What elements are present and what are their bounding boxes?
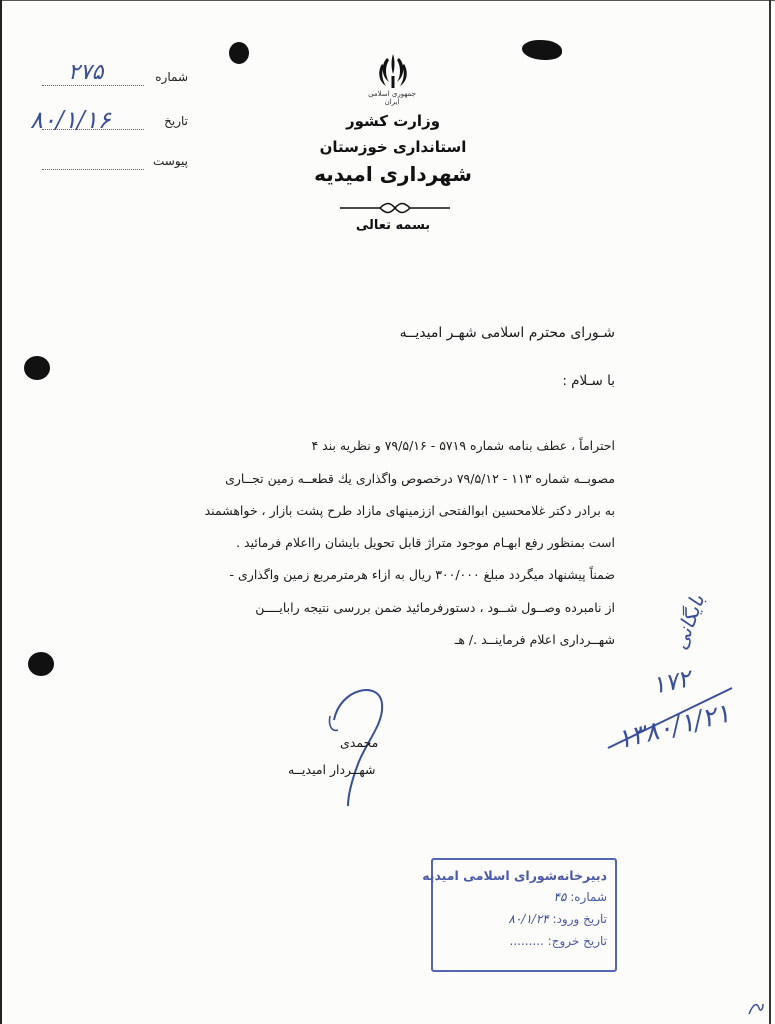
punch-hole: [229, 42, 249, 64]
signatory-name: محمدی: [340, 735, 379, 750]
scan-edge-top: [0, 0, 775, 1]
stamp-number-value: ۴۵: [553, 890, 567, 904]
letter-line: مصوبــه شماره ۱۱۳ - ۷۹/۵/۱۲ درخصوص واگذاری یك قطعــه زمین تجــاری: [225, 471, 615, 486]
scan-edge-right: [769, 0, 771, 1024]
governorate-name: استانداری خوزستان: [319, 138, 467, 156]
margin-note-archive: بایگانی: [667, 591, 710, 653]
punch-hole: [28, 652, 54, 676]
letter-line: است بمنظور رفع ابهـام موجود متراژ قابل تحویل بایشان رااعلام فرمائید .: [236, 535, 615, 550]
date-field: [28, 106, 188, 134]
scan-edge-left: [0, 0, 2, 1024]
letter-line: به برادر دکتر غلامحسین ابوالفتحی اززمینهای مازاد طرح پشت بازار ، خواهشمند: [204, 503, 615, 518]
ornament-divider-icon: [340, 202, 450, 214]
letter-line: از نامبرده وصــول شــود ، دستورفرمائید ضمن بررسی نتیجه رابایــــن: [255, 600, 615, 615]
addressee: شـورای محترم اسلامی شهـر امیدیــه: [399, 325, 615, 341]
letter-line: ضمناً پیشنهاد میگردد مبلغ ۳۰۰/۰۰۰ ریال به ازاء هرمترمربع زمین واگذاری -: [229, 567, 615, 582]
punch-hole: [522, 40, 562, 60]
number-value: ۲۷۵: [68, 60, 104, 85]
iran-emblem-icon: [376, 50, 410, 92]
municipality-name: شهرداری امیدیه: [314, 162, 472, 186]
stamp-number-label: شماره:: [570, 890, 607, 904]
stamp-number-row: [441, 890, 607, 912]
greeting: با سـلام :: [562, 373, 615, 389]
signatory-title: شهــردار امیدیــه: [288, 762, 376, 777]
stamp-entry-row: [441, 912, 607, 934]
letter-line: شهــرداری اعلام فرماینــد ./ هـ: [454, 632, 615, 647]
emblem-caption: جمهوری اسلامی ایران: [368, 90, 416, 106]
number-label: شماره: [155, 70, 188, 84]
attachment-label: پیوست: [153, 154, 188, 168]
invocation: بسمه تعالی: [355, 218, 431, 233]
stamp-entry-label: تاریخ ورود:: [552, 912, 607, 926]
margin-note-number: ۱۷۲: [649, 664, 694, 700]
date-label: تاریخ: [164, 114, 188, 128]
letter-line: احتراماً ، عطف بنامه شماره ۵۷۱۹ - ۷۹/۵/۱۶ و نظریه بند ۴: [311, 438, 615, 453]
stamp-entry-value: ۸۰/۱/۲۴: [508, 912, 549, 926]
secretariat-stamp: [422, 858, 617, 972]
margin-note-date: ۱۳۸۰/۱/۲۱: [614, 698, 734, 756]
number-field: [28, 60, 188, 90]
corner-initial-mark: [747, 1000, 765, 1016]
stamp-exit-dots: .........: [509, 934, 544, 948]
punch-hole: [24, 356, 50, 380]
attachment-field: [28, 152, 188, 174]
margin-note-underline: [606, 684, 736, 754]
stamp-title: دبیرخانه‌شورای اسلامی امیدیه: [422, 868, 607, 883]
stamp-exit-label: تاریخ خروج:: [547, 934, 607, 948]
ministry-name: وزارت کشور: [345, 112, 441, 130]
date-value: ۸۰/۱/۱۶: [30, 106, 111, 134]
stamp-exit-row: [441, 934, 607, 956]
